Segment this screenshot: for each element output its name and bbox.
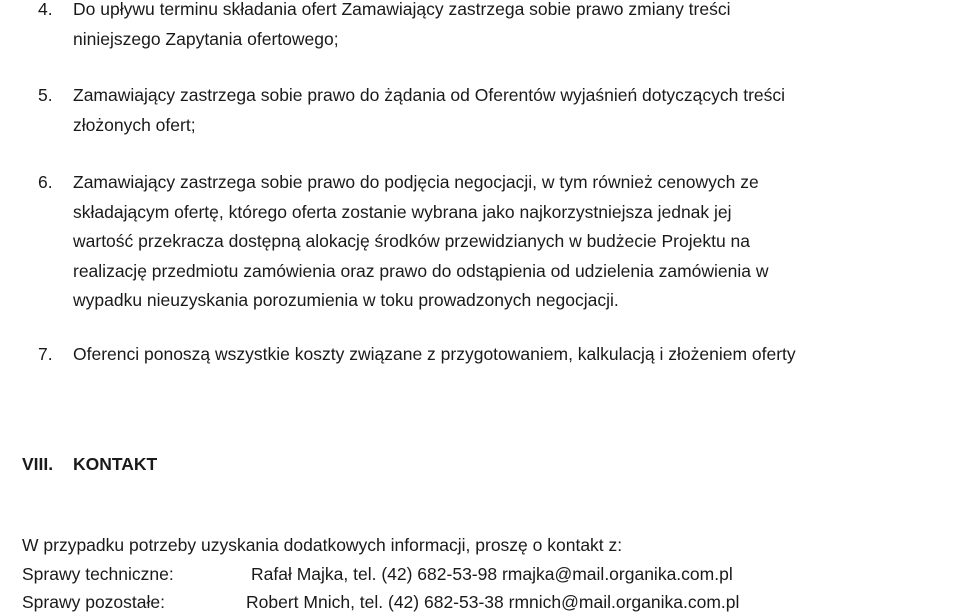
text-line: składającym ofertę, którego oferta zostanie wybrana jako najkorzystniejsza jednak jej bbox=[73, 201, 732, 222]
contact-technical-info: Rafał Majka, tel. (42) 682-53-98 rmajka@mail.organika.com.pl bbox=[251, 564, 733, 584]
list-item-text bbox=[73, 340, 958, 370]
list-item-number: 6. bbox=[38, 172, 53, 192]
text-line: wartość przekracza dostępną alokację środków przewidzianych w budżecie Projektu na bbox=[73, 231, 751, 251]
contact-technical bbox=[22, 562, 960, 586]
list-item-text bbox=[73, 0, 958, 54]
list-item-text bbox=[73, 81, 958, 140]
text-line: Oferenci ponoszą wszystkie koszty związane z przygotowaniem, kalkulacją i złożeniem oferty bbox=[73, 344, 796, 364]
contact-other-label: Sprawy pozostałe: bbox=[22, 592, 165, 612]
text-line: Zamawiający zastrzega sobie prawo do żądania od Oferentów wyjaśnień dotyczących treści bbox=[73, 85, 786, 105]
text-line: Zamawiający zastrzega sobie prawo do podjęcia negocjacji, w tym również cenowych ze bbox=[73, 172, 759, 192]
text-line: wypadku nieuzyskania porozumienia w toku prowadzonych negocjacji. bbox=[73, 290, 619, 310]
text-line: Do upływu terminu składania ofert Zamawiający zastrzega sobie prawo zmiany treści bbox=[73, 0, 731, 19]
contact-other bbox=[22, 590, 960, 614]
text-line: złożonych ofert; bbox=[73, 114, 196, 135]
section-number: VIII. bbox=[22, 454, 54, 474]
list-item-number: 5. bbox=[38, 85, 53, 105]
list-item-text bbox=[73, 168, 958, 316]
list-item-number: 7. bbox=[38, 344, 53, 364]
text-line: niniejszego Zapytania ofertowego; bbox=[73, 28, 339, 49]
contact-intro: W przypadku potrzeby uzyskania dodatkowych informacji, proszę o kontakt z: bbox=[22, 535, 623, 555]
text-line: realizację przedmiotu zamówienia oraz prawo do odstąpienia od udzielenia zamówienia w bbox=[73, 260, 769, 281]
section-title: KONTAKT bbox=[73, 454, 158, 474]
list-item-number: 4. bbox=[38, 0, 53, 19]
contact-other-info: Robert Mnich, tel. (42) 682-53-38 rmnich@mail.organika.com.pl bbox=[246, 592, 740, 612]
contact-technical-label: Sprawy techniczne: bbox=[22, 564, 174, 584]
